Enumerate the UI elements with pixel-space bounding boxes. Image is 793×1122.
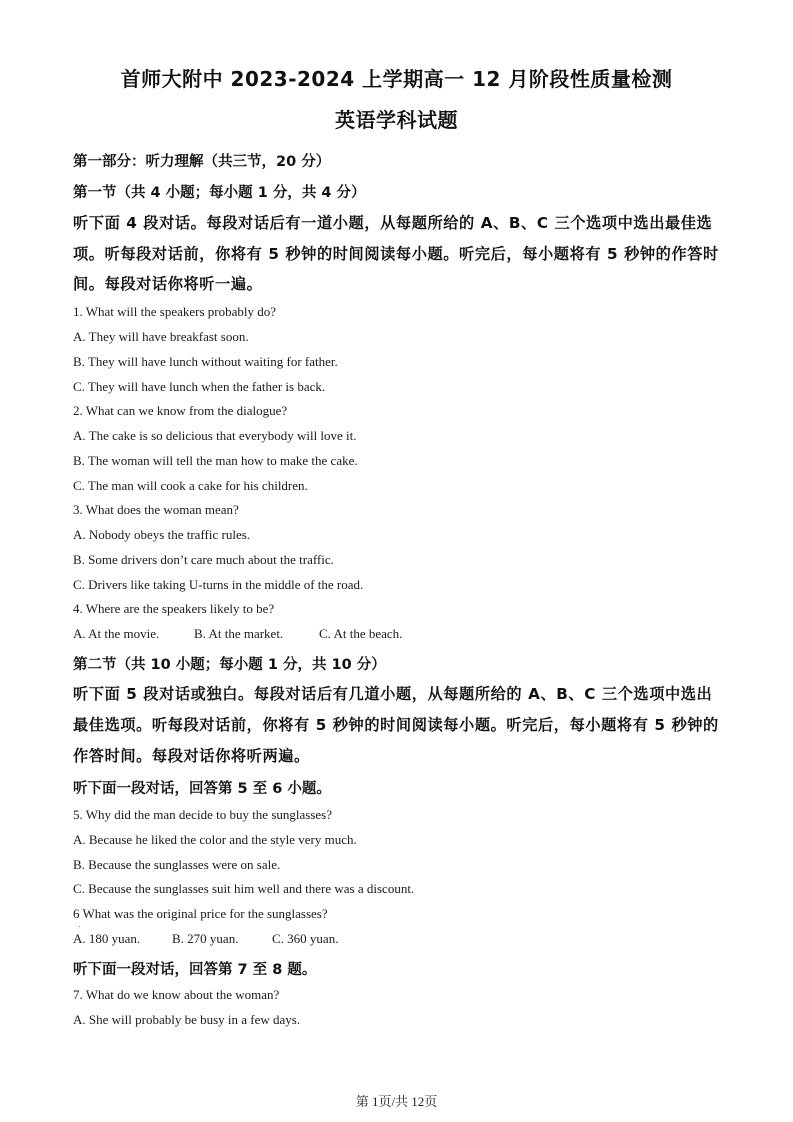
option-6a: A. 180 yuan. bbox=[73, 931, 141, 946]
question-2: 2. What can we know from the dialogue? bbox=[73, 403, 288, 418]
dialogue-heading-5-6: 听下面一段对话，回答第 5 至 6 小题。 bbox=[73, 781, 331, 797]
option-4a: A. At the movie. bbox=[73, 626, 160, 641]
stray-dot bbox=[79, 926, 80, 927]
exam-subtitle: 英语学科试题 bbox=[335, 108, 458, 132]
option-5a: A. Because he liked the color and the style very much. bbox=[73, 832, 357, 847]
option-6c: C. 360 yuan. bbox=[272, 931, 339, 946]
option-5c: C. Because the sunglasses suit him well and there was a discount. bbox=[73, 881, 415, 896]
question-4: 4. Where are the speakers likely to be? bbox=[73, 601, 275, 616]
question-3: 3. What does the woman mean? bbox=[73, 502, 239, 517]
section2-instruction-line: 最佳选项。听每段对话前，你将有 5 秒钟的时间阅读每小题。听完后，每小题将有 5 秒钟的 bbox=[73, 716, 719, 734]
section1-heading: 第一节（共 4 小题；每小题 1 分，共 4 分） bbox=[73, 185, 366, 201]
option-1b: B. They will have lunch without waiting for father. bbox=[73, 354, 338, 369]
option-2b: B. The woman will tell the man how to make the cake. bbox=[73, 453, 358, 468]
exam-title: 首师大附中 2023-2024 上学期高一 12 月阶段性质量检测 bbox=[120, 67, 673, 91]
option-3c: C. Drivers like taking U-turns in the middle of the road. bbox=[73, 577, 364, 592]
question-7: 7. What do we know about the woman? bbox=[73, 987, 280, 1002]
option-4b: B. At the market. bbox=[194, 626, 284, 641]
question-5: 5. Why did the man decide to buy the sunglasses? bbox=[73, 807, 332, 822]
option-5b: B. Because the sunglasses were on sale. bbox=[73, 857, 281, 872]
question-6: 6 What was the original price for the sunglasses? bbox=[73, 906, 328, 921]
section1-instruction-line: 间。每段对话你将听一遍。 bbox=[73, 275, 263, 293]
option-6b: B. 270 yuan. bbox=[172, 931, 239, 946]
section1-instruction-line: 项。听每段对话前，你将有 5 秒钟的时间阅读每小题。听完后，每小题将有 5 秒钟的作答时 bbox=[73, 245, 719, 263]
option-1c: C. They will have lunch when the father is back. bbox=[73, 379, 326, 394]
option-2a: A. The cake is so delicious that everybody will love it. bbox=[73, 428, 357, 443]
option-1a: A. They will have breakfast soon. bbox=[73, 329, 249, 344]
option-3b: B. Some drivers don’t care much about the traffic. bbox=[73, 552, 334, 567]
question-1: 1. What will the speakers probably do? bbox=[73, 304, 277, 319]
section2-heading: 第二节（共 10 小题；每小题 1 分，共 10 分） bbox=[73, 657, 386, 673]
option-7a: A. She will probably be busy in a few days. bbox=[73, 1012, 301, 1027]
section2-instruction-line: 作答时间。每段对话你将听两遍。 bbox=[73, 747, 310, 765]
section1-instruction-line: 听下面 4 段对话。每段对话后有一道小题，从每题所给的 A、B、C 三个选项中选出最佳选 bbox=[73, 214, 713, 232]
dialogue-heading-7-8: 听下面一段对话，回答第 7 至 8 题。 bbox=[73, 962, 317, 978]
option-3a: A. Nobody obeys the traffic rules. bbox=[73, 527, 251, 542]
option-2c: C. The man will cook a cake for his children. bbox=[73, 478, 308, 493]
part1-heading: 第一部分：听力理解（共三节，20 分） bbox=[73, 154, 331, 170]
option-4c: C. At the beach. bbox=[319, 626, 403, 641]
page-footer: 第 1页/共 12页 bbox=[355, 1094, 438, 1109]
section2-instruction-line: 听下面 5 段对话或独白。每段对话后有几道小题，从每题所给的 A、B、C 三个选项中选出 bbox=[73, 685, 713, 703]
